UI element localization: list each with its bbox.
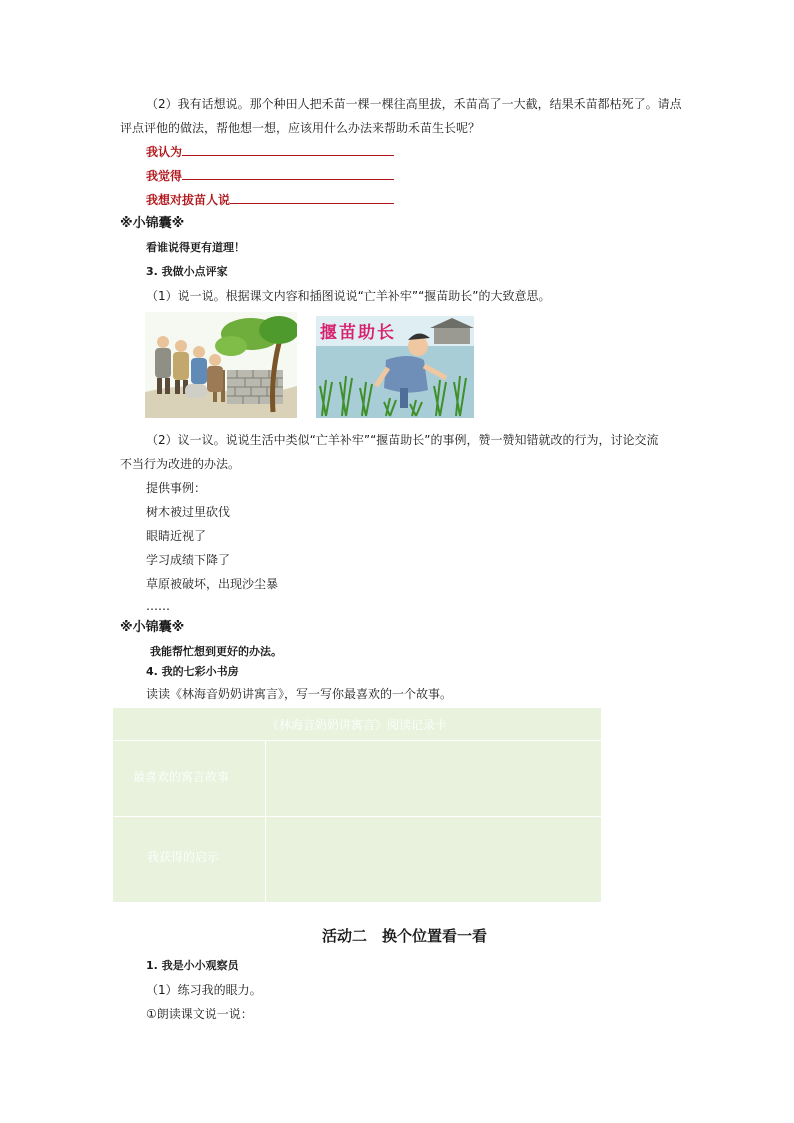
activity-2-title: 活动二 换个位置看一看	[322, 927, 488, 945]
examples-label: 提供事例：	[146, 481, 207, 495]
example-item: 草原被破坏，出现沙尘暴	[146, 577, 279, 591]
answer-blank-3[interactable]	[230, 192, 394, 204]
activity-2-heading: 1. 我是小小观察员	[146, 959, 239, 972]
tip-heading-2: ※小锦囊※	[120, 620, 185, 635]
illustration-2-title: 揠苗助长	[320, 323, 396, 343]
section-4-heading: 4. 我的七彩小书房	[146, 665, 239, 678]
tip-text-2: 我能帮忙想到更好的办法。	[150, 645, 282, 658]
tip-text-1: 看谁说得更有道理！	[146, 241, 245, 254]
q2-line2: 评点评他的做法，帮他想一想，应该用什么办法来帮助禾苗生长呢？	[120, 121, 481, 135]
answer-prompt-2: 我觉得	[146, 168, 394, 184]
example-item: 学习成绩下降了	[146, 553, 231, 567]
example-item: 眼睛近视了	[146, 529, 207, 543]
examples-ellipsis: ……	[146, 599, 170, 613]
section-4-text: 读读《林海音奶奶讲寓言》，写一写你最喜欢的一个故事。	[146, 687, 453, 701]
section-3-q2-line1: （2）议一议。说说生活中类似“亡羊补牢”“揠苗助长”的事例，赞一赞知错就改的行为，讨论交流	[146, 433, 659, 447]
answer-prompt-1: 我认为	[146, 144, 394, 160]
example-item: 树木被过里砍伐	[146, 505, 231, 519]
section-3-heading: 3. 我做小点评家	[146, 265, 228, 278]
illustration-wangyang-bulao-art	[145, 312, 297, 418]
section-3-q1: （1）说一说。根据课文内容和插图说说“亡羊补牢”“揠苗助长”的大致意思。	[146, 289, 551, 303]
card-row2-label: 我获得的启示	[147, 850, 220, 864]
illustration-yamiao-zhuzhang	[316, 316, 474, 418]
answer-blank-1[interactable]	[182, 144, 394, 156]
illustration-wangyang-bulao	[145, 312, 297, 418]
card-row1-answer[interactable]	[266, 741, 601, 816]
card-row1-label: 最喜欢的寓言故事	[133, 770, 230, 784]
q2-line1: （2）我有话想说。那个种田人把禾苗一棵一棵往高里拔，禾苗高了一大截，结果禾苗都枯死了。请点	[146, 97, 682, 111]
activity-2-q1: （1）练习我的眼力。	[146, 983, 262, 997]
answer-blank-2[interactable]	[182, 168, 394, 180]
reading-record-card	[113, 708, 601, 902]
card-title: 《林海音奶奶讲寓言》阅读记录卡	[266, 718, 447, 732]
activity-2-q1a: ①朗读课文说一说：	[146, 1007, 253, 1021]
section-3-q2-line2: 不当行为改进的办法。	[120, 457, 241, 471]
card-row2-answer[interactable]	[266, 817, 601, 902]
tip-heading-1: ※小锦囊※	[120, 216, 185, 231]
answer-prompt-3: 我想对拔苗人说	[146, 192, 394, 208]
